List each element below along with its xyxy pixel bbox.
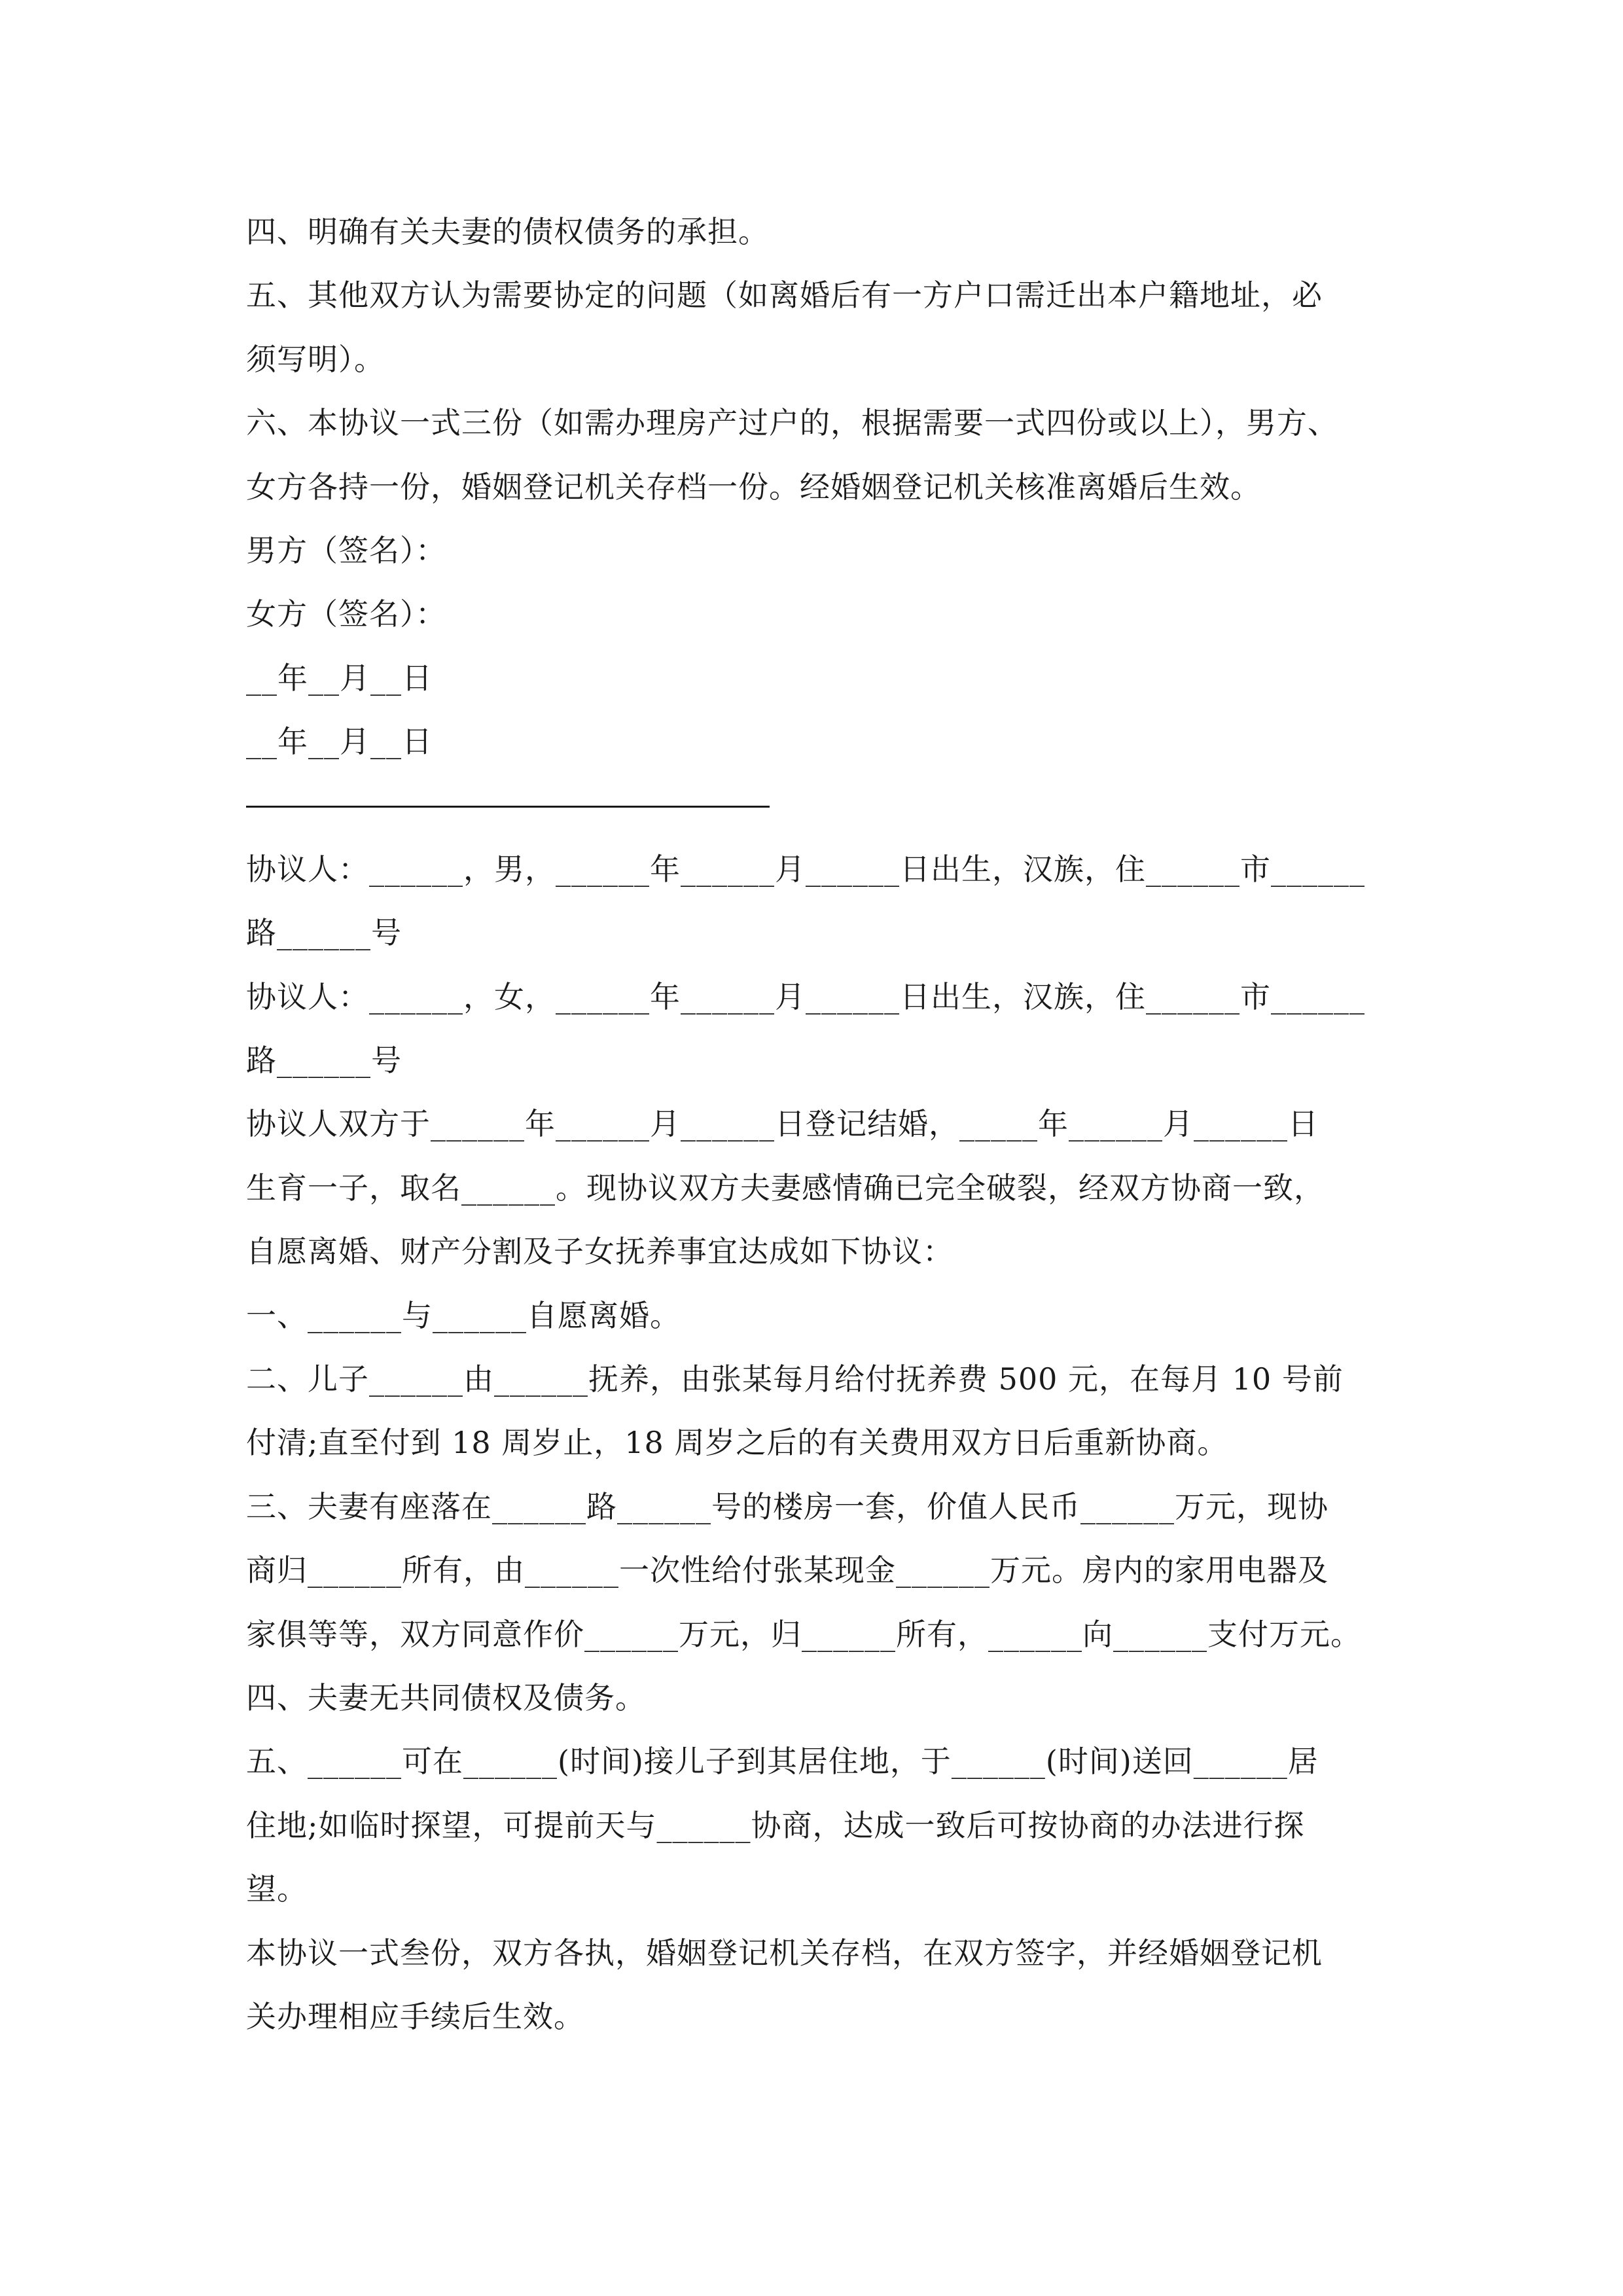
text-line: 关办理相应手续后生效。 <box>246 1998 584 2034</box>
female-signature-line: 女方（签名）： <box>246 596 446 632</box>
text-line: 路______号 <box>246 915 402 951</box>
text-line: 自愿离婚、财产分割及子女抚养事宜达成如下协议： <box>246 1234 954 1270</box>
text-line: 商归______所有，由______一次性给付张某现金______万元。房内的家用电器及 <box>246 1552 1329 1588</box>
text-line: 本协议一式叁份，双方各执，婚姻登记机关存档，在双方签字，并经婚姻登记机 <box>246 1935 1323 1971</box>
text-line: 路______号 <box>246 1043 402 1079</box>
text-line: 协议人双方于______年______月______日登记结婚，_____年______月______日 <box>246 1106 1319 1142</box>
text-line: 付清;直至付到 18 周岁止，18 周岁之后的有关费用双方日后重新协商。 <box>246 1425 1228 1461</box>
text-line: 五、______可在______(时间)接儿子到其居住地，于______(时间)送回______居 <box>246 1744 1319 1780</box>
text-line: 协议人：______，男，______年______月______日出生，汉族，住______市______ <box>246 851 1365 887</box>
text-line: 二、儿子______由______抚养，由张某每月给付抚养费 500 元，在每月 10 号前 <box>246 1361 1344 1397</box>
document-body <box>246 200 1398 2049</box>
text-line: 家俱等等，双方同意作价______万元，归______所有，______向______支付万元。 <box>246 1616 1361 1652</box>
text-line: 四、夫妻无共同债权及债务。 <box>246 1679 646 1715</box>
divider-bar <box>246 806 770 808</box>
section-divider <box>246 774 1398 838</box>
text-line: 四、明确有关夫妻的债权债务的承担。 <box>246 214 769 249</box>
text-line: 一、______与______自愿离婚。 <box>246 1297 681 1333</box>
text-line: 住地;如临时探望，可提前天与______协商，达成一致后可按协商的办法进行探 <box>246 1807 1305 1843</box>
text-line: 协议人：______，女，______年______月______日出生，汉族，住______市______ <box>246 978 1365 1014</box>
text-line: 女方各持一份，婚姻登记机关存档一份。经婚姻登记机关核准离婚后生效。 <box>246 469 1261 505</box>
text-line: 六、本协议一式三份（如需办理房产过户的，根据需要一式四份或以上），男方、 <box>246 405 1338 441</box>
text-line: 生育一子，取名______。现协议双方夫妻感情确已完全破裂，经双方协商一致， <box>246 1170 1325 1206</box>
text-line: 三、夫妻有座落在______路______号的楼房一套，价值人民币______万元，现协 <box>246 1488 1329 1524</box>
date-line: __年__月__日 <box>246 724 433 760</box>
text-line: 须写明）。 <box>246 341 385 377</box>
text-line: 望。 <box>246 1871 308 1907</box>
text-line: 五、其他双方认为需要协定的问题（如离婚后有一方户口需迁出本户籍地址，必 <box>246 278 1323 314</box>
date-line: __年__月__日 <box>246 660 433 696</box>
male-signature-line: 男方（签名）： <box>246 532 446 568</box>
